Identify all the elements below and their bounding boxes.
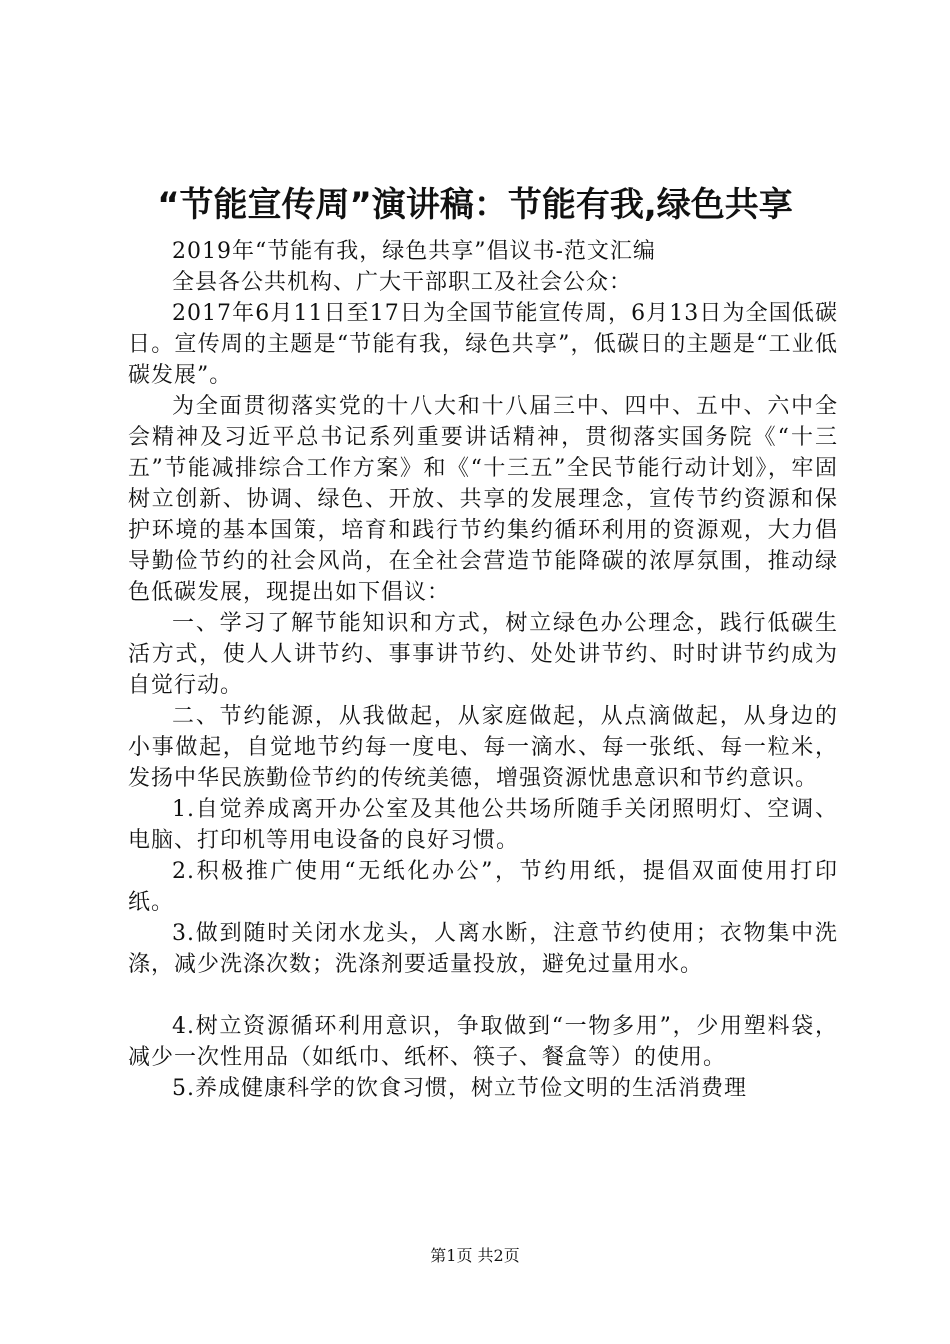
- paragraph-point-5: 5.养成健康科学的饮食习惯，树立节俭文明的生活消费理: [172, 1076, 747, 1101]
- paragraph-intro: 2017年6月11日至17日为全国节能宣传周，6月13日为全国低碳日。宣传周的主题是“节能有我，绿色共享”，低碳日的主题是“工业低碳发展”。: [128, 301, 838, 388]
- page-number-footer: 第1页 共2页: [430, 1246, 520, 1265]
- paragraph-subtitle: 2019年“节能有我，绿色共享”倡议书-范文汇编: [172, 239, 656, 264]
- paragraph-item-one: 一、学习了解节能知识和方式，树立绿色办公理念，践行低碳生活方式，使人人讲节约、事事讲节约、处处讲节约、时时讲节约成为自觉行动。: [128, 611, 838, 698]
- paragraph-salutation: 全县各公共机构、广大干部职工及社会公众：: [172, 270, 633, 295]
- document-title: “节能宣传周”演讲稿：节能有我,绿色共享: [157, 185, 793, 225]
- paragraph-point-1: 1.自觉养成离开办公室及其他公共场所随手关闭照明灯、空调、电脑、打印机等用电设备的良好习惯。: [128, 797, 838, 853]
- paragraph-purpose: 为全面贯彻落实党的十八大和十八届三中、四中、五中、六中全会精神及习近平总书记系列重要讲话精神，贯彻落实国务院《“十三五”节能减排综合工作方案》和《“十三五”全民节能行动计划》，牢固树立创新、协调、绿色、开放、共享的发展理念，宣传节约资源和保护环境的基本国策，培育和践行节约集约循环利用的资源观，大力倡导勤俭节约的社会风尚，在全社会营造节能降碳的浓厚氛围，推动绿色低碳发展，现提出如下倡议：: [128, 394, 838, 605]
- paragraph-item-two: 二、节约能源，从我做起，从家庭做起，从点滴做起，从身边的小事做起，自觉地节约每一度电、每一滴水、每一张纸、每一粒米，发扬中华民族勤俭节约的传统美德，增强资源忧患意识和节约意识。: [128, 704, 838, 791]
- paragraph-point-2: 2.积极推广使用“无纸化办公”，节约用纸，提倡双面使用打印纸。: [128, 859, 838, 915]
- paragraph-point-4: 4.树立资源循环利用意识，争取做到“一物多用”，少用塑料袋，减少一次性用品（如纸巾、纸杯、筷子、餐盒等）的使用。: [128, 1014, 838, 1070]
- document-body: [128, 236, 838, 1104]
- paragraph-point-3: 3.做到随时关闭水龙头，人离水断，注意节约使用；衣物集中洗涤，减少洗涤次数；洗涤剂要适量投放，避免过量用水。: [128, 921, 838, 977]
